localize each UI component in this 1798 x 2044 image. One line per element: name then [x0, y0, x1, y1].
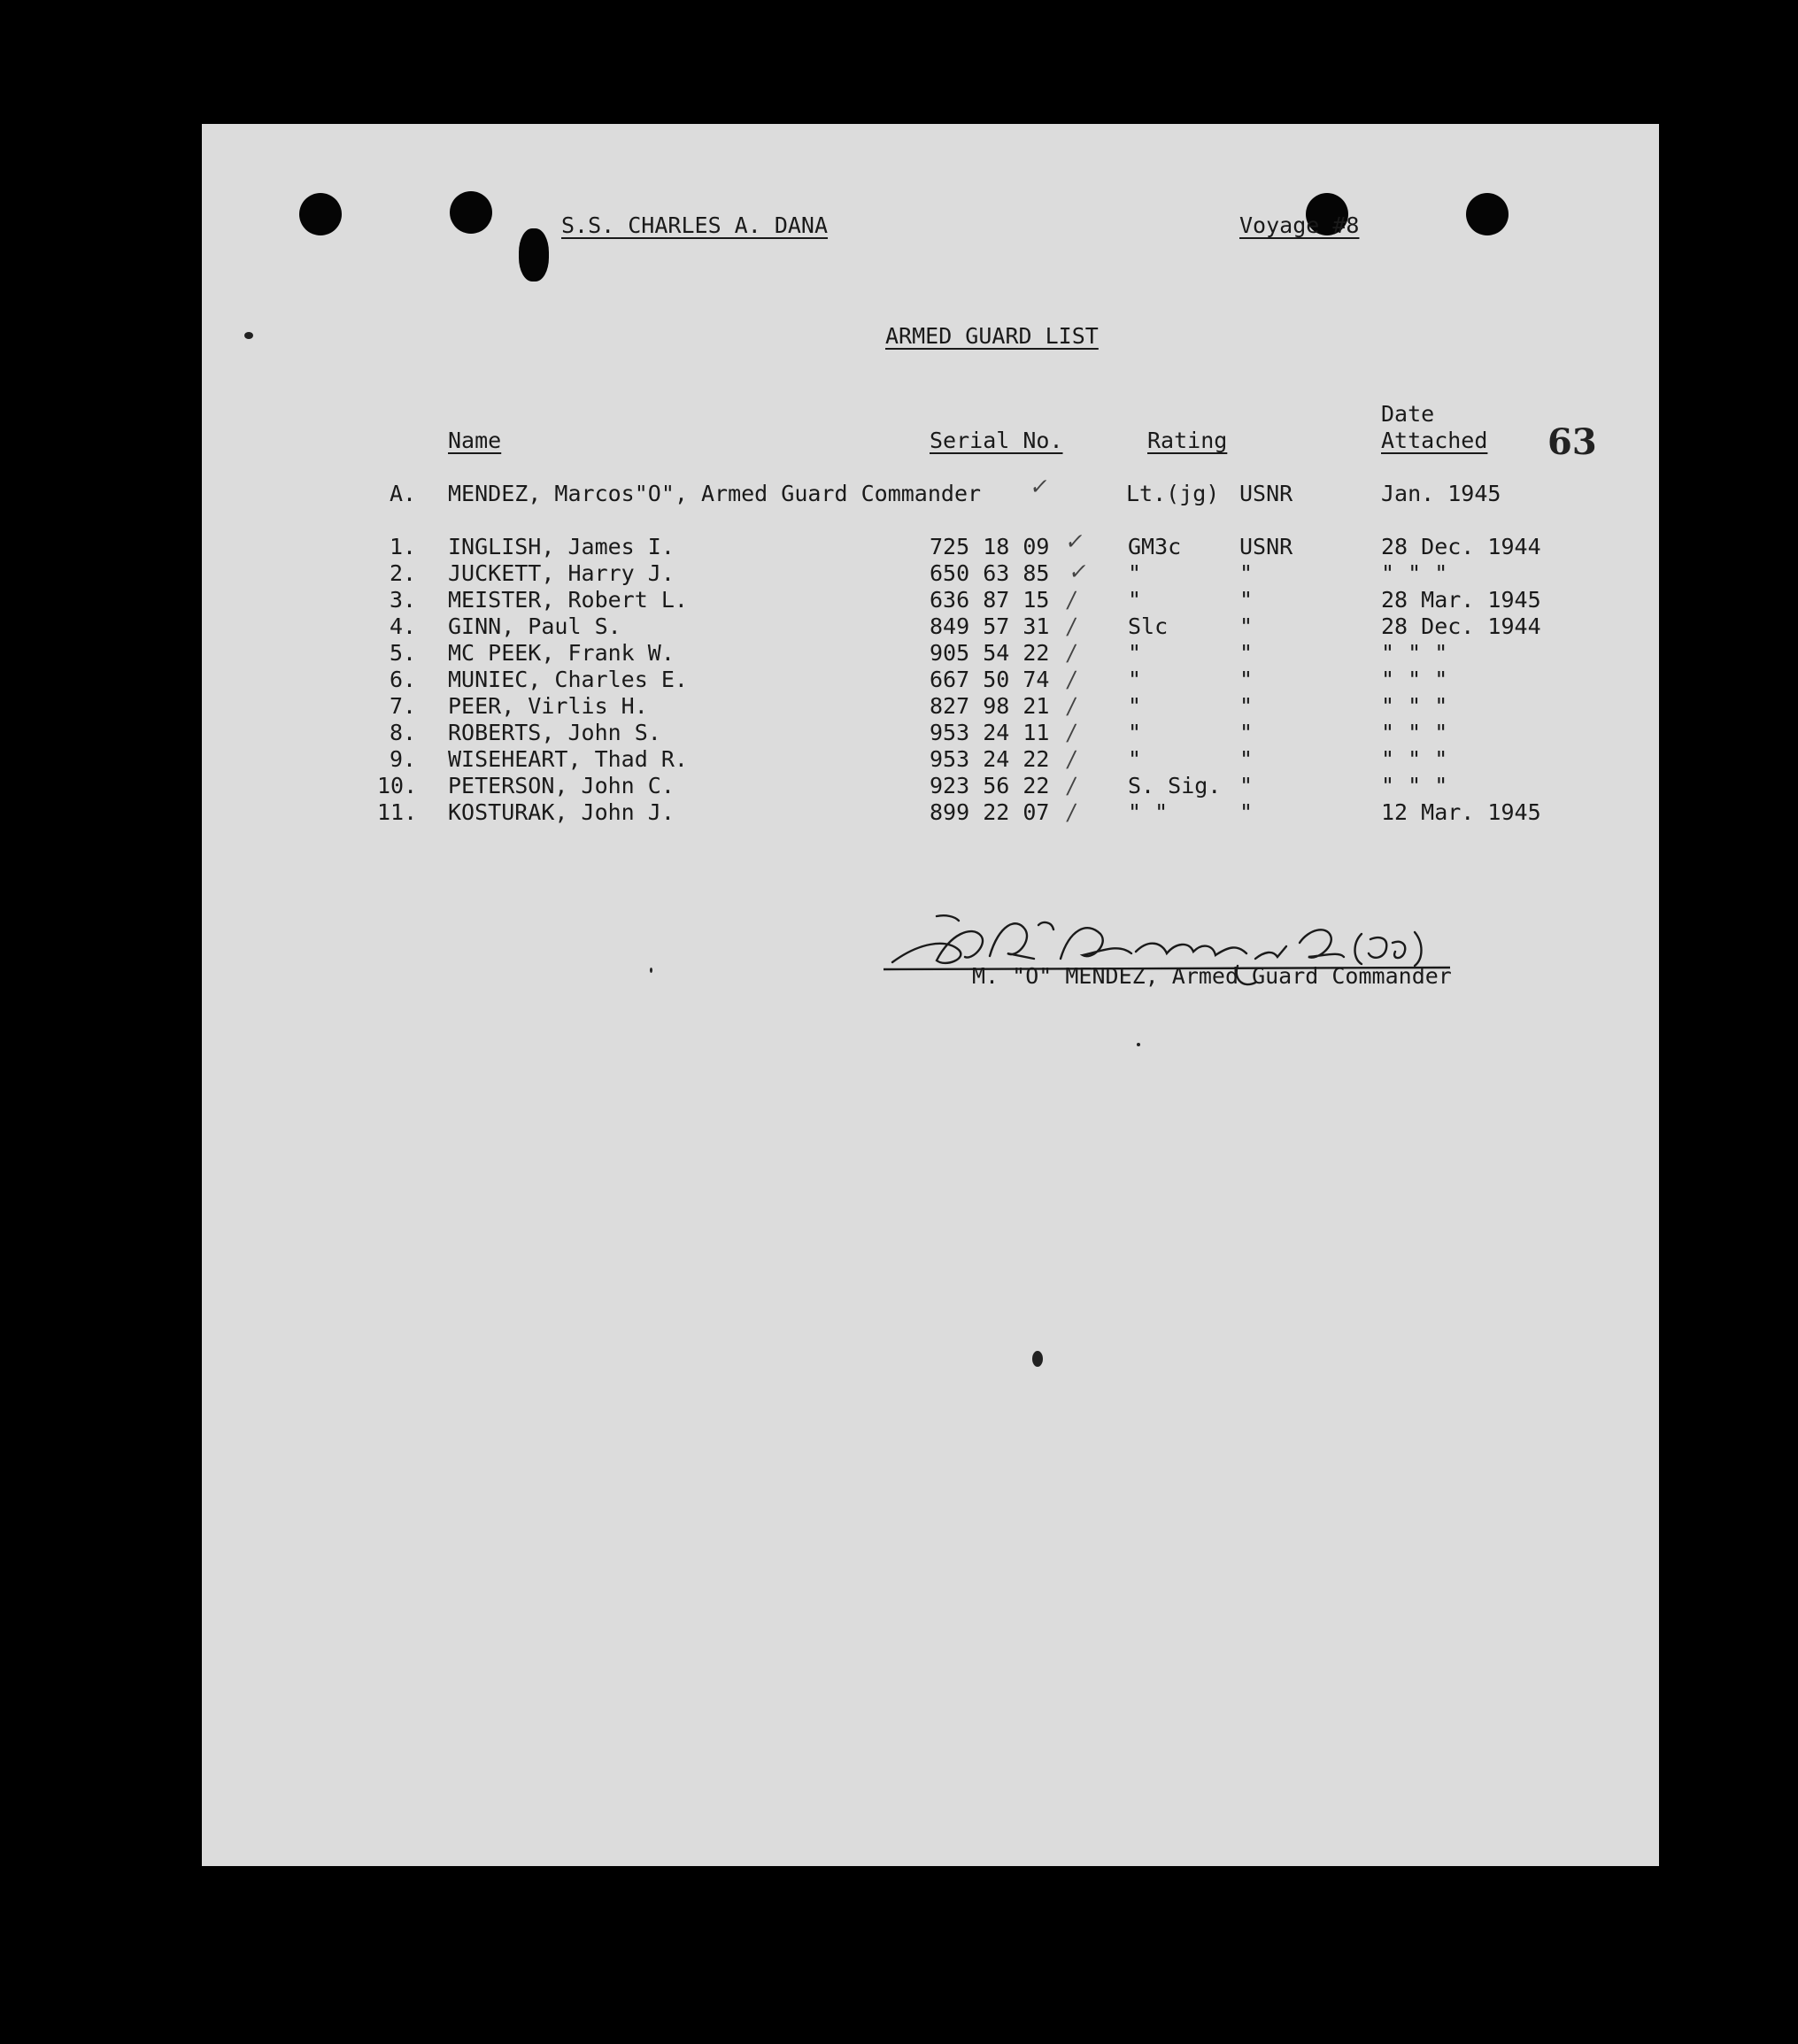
- row-index: 10.: [377, 773, 418, 798]
- table-row: [202, 640, 1659, 667]
- row-index: 9.: [390, 746, 417, 772]
- row-index: 4.: [390, 613, 417, 639]
- row-rating: S. Sig.: [1128, 773, 1222, 798]
- row-date: Jan. 1945: [1381, 481, 1501, 506]
- table-row: [202, 587, 1659, 613]
- row-index: 8.: [390, 720, 417, 745]
- row-name: INGLISH, James I.: [448, 534, 675, 559]
- check-mark-icon: /: [1065, 799, 1078, 825]
- row-index: 2.: [390, 560, 417, 586]
- punch-hole: [450, 191, 492, 234]
- table-row: [202, 613, 1659, 640]
- column-header-serial: Serial No.: [930, 428, 1063, 453]
- row-index: 5.: [390, 640, 417, 666]
- row-serial: 725 18 09: [930, 534, 1050, 559]
- column-header-name: Name: [448, 428, 502, 453]
- column-header-date: Date: [1381, 401, 1435, 427]
- row-date: " " ": [1381, 640, 1448, 666]
- row-index: 6.: [390, 667, 417, 692]
- row-name: PETERSON, John C.: [448, 773, 675, 798]
- row-branch: ": [1239, 693, 1254, 719]
- table-row: [202, 528, 1659, 560]
- row-serial: 849 57 31: [930, 613, 1050, 639]
- punch-hole: [299, 193, 342, 235]
- row-branch: ": [1239, 667, 1254, 692]
- check-mark-icon: ✓: [1063, 528, 1087, 554]
- row-rating: ": [1128, 560, 1142, 586]
- row-date: 12 Mar. 1945: [1381, 799, 1541, 825]
- row-rating: ": [1128, 720, 1142, 745]
- row-name: WISEHEART, Thad R.: [448, 746, 688, 772]
- row-rating: ": [1128, 667, 1142, 692]
- row-date: " " ": [1381, 667, 1448, 692]
- check-mark-icon: ✓: [1028, 474, 1052, 499]
- row-date: " " ": [1381, 693, 1448, 719]
- row-branch: ": [1239, 587, 1254, 613]
- row-branch: ": [1239, 799, 1254, 825]
- row-name: GINN, Paul S.: [448, 613, 621, 639]
- table-row: [202, 799, 1659, 826]
- paper-speck: [650, 968, 652, 973]
- column-header-attached: Attached: [1381, 428, 1488, 453]
- row-date: 28 Dec. 1944: [1381, 613, 1541, 639]
- row-name: ROBERTS, John S.: [448, 720, 661, 745]
- table-row: [202, 693, 1659, 720]
- row-index: A.: [390, 481, 417, 506]
- row-index: 3.: [390, 587, 417, 613]
- table-row: [202, 720, 1659, 746]
- table-row: [202, 746, 1659, 773]
- row-name: MEISTER, Robert L.: [448, 587, 688, 613]
- row-rating: ": [1128, 746, 1142, 772]
- check-mark-icon: /: [1065, 720, 1078, 745]
- row-branch: ": [1239, 560, 1254, 586]
- row-serial: 827 98 21: [930, 693, 1050, 719]
- document-page: [202, 124, 1659, 1866]
- row-serial: 923 56 22: [930, 773, 1050, 798]
- row-date: " " ": [1381, 746, 1448, 772]
- row-serial: 667 50 74: [930, 667, 1050, 692]
- row-branch: USNR: [1239, 481, 1293, 506]
- row-rating: ": [1128, 640, 1142, 666]
- row-date: 28 Dec. 1944: [1381, 534, 1541, 559]
- row-serial: 636 87 15: [930, 587, 1050, 613]
- row-rating: Slc: [1128, 613, 1169, 639]
- check-mark-icon: ✓: [1067, 559, 1091, 584]
- row-date: " " ": [1381, 720, 1448, 745]
- row-serial: 905 54 22: [930, 640, 1050, 666]
- row-rating: GM3c: [1128, 534, 1182, 559]
- page-number: 63: [1547, 421, 1597, 463]
- row-serial: 650 63 85: [930, 560, 1050, 586]
- row-rating: Lt.(jg): [1126, 481, 1220, 506]
- row-rating: " ": [1128, 799, 1169, 825]
- row-name: MC PEEK, Frank W.: [448, 640, 675, 666]
- row-branch: ": [1239, 746, 1254, 772]
- paper-speck: [1137, 1043, 1140, 1046]
- check-mark-icon: /: [1065, 613, 1078, 639]
- row-serial: 953 24 11: [930, 720, 1050, 745]
- table-row: [202, 560, 1659, 587]
- row-branch: ": [1239, 773, 1254, 798]
- row-date: " " ": [1381, 560, 1448, 586]
- row-date: " " ": [1381, 773, 1448, 798]
- row-index: 11.: [377, 799, 418, 825]
- voyage-number: Voyage #8: [1239, 212, 1360, 238]
- paper-speck: [1032, 1351, 1043, 1367]
- check-mark-icon: /: [1065, 587, 1078, 613]
- paper-speck: [244, 332, 253, 339]
- check-mark-icon: /: [1065, 667, 1078, 692]
- row-branch: USNR: [1239, 534, 1293, 559]
- row-name: KOSTURAK, John J.: [448, 799, 675, 825]
- row-rating: ": [1128, 587, 1142, 613]
- row-name: JUCKETT, Harry J.: [448, 560, 675, 586]
- ink-blot: [519, 228, 549, 282]
- row-rating: ": [1128, 693, 1142, 719]
- row-serial: 899 22 07: [930, 799, 1050, 825]
- row-name: MENDEZ, Marcos"O", Armed Guard Commander: [448, 481, 982, 506]
- row-serial: 953 24 22: [930, 746, 1050, 772]
- row-branch: ": [1239, 640, 1254, 666]
- row-branch: ": [1239, 613, 1254, 639]
- punch-hole: [1466, 193, 1509, 235]
- check-mark-icon: /: [1065, 746, 1078, 772]
- page-title: ARMED GUARD LIST: [885, 323, 1099, 349]
- ship-name: S.S. CHARLES A. DANA: [561, 212, 829, 238]
- check-mark-icon: /: [1065, 773, 1078, 798]
- row-branch: ": [1239, 720, 1254, 745]
- column-header-rating: Rating: [1147, 428, 1228, 453]
- row-index: 7.: [390, 693, 417, 719]
- signature-typed-name: M. "O" MENDEZ, Armed Guard Commander: [972, 963, 1452, 989]
- table-row: [202, 667, 1659, 693]
- row-date: 28 Mar. 1945: [1381, 587, 1541, 613]
- row-index: 1.: [390, 534, 417, 559]
- row-name: MUNIEC, Charles E.: [448, 667, 688, 692]
- table-row: [202, 773, 1659, 799]
- row-name: PEER, Virlis H.: [448, 693, 648, 719]
- check-mark-icon: /: [1065, 693, 1078, 719]
- check-mark-icon: /: [1065, 640, 1078, 666]
- commander-row: [202, 474, 1659, 507]
